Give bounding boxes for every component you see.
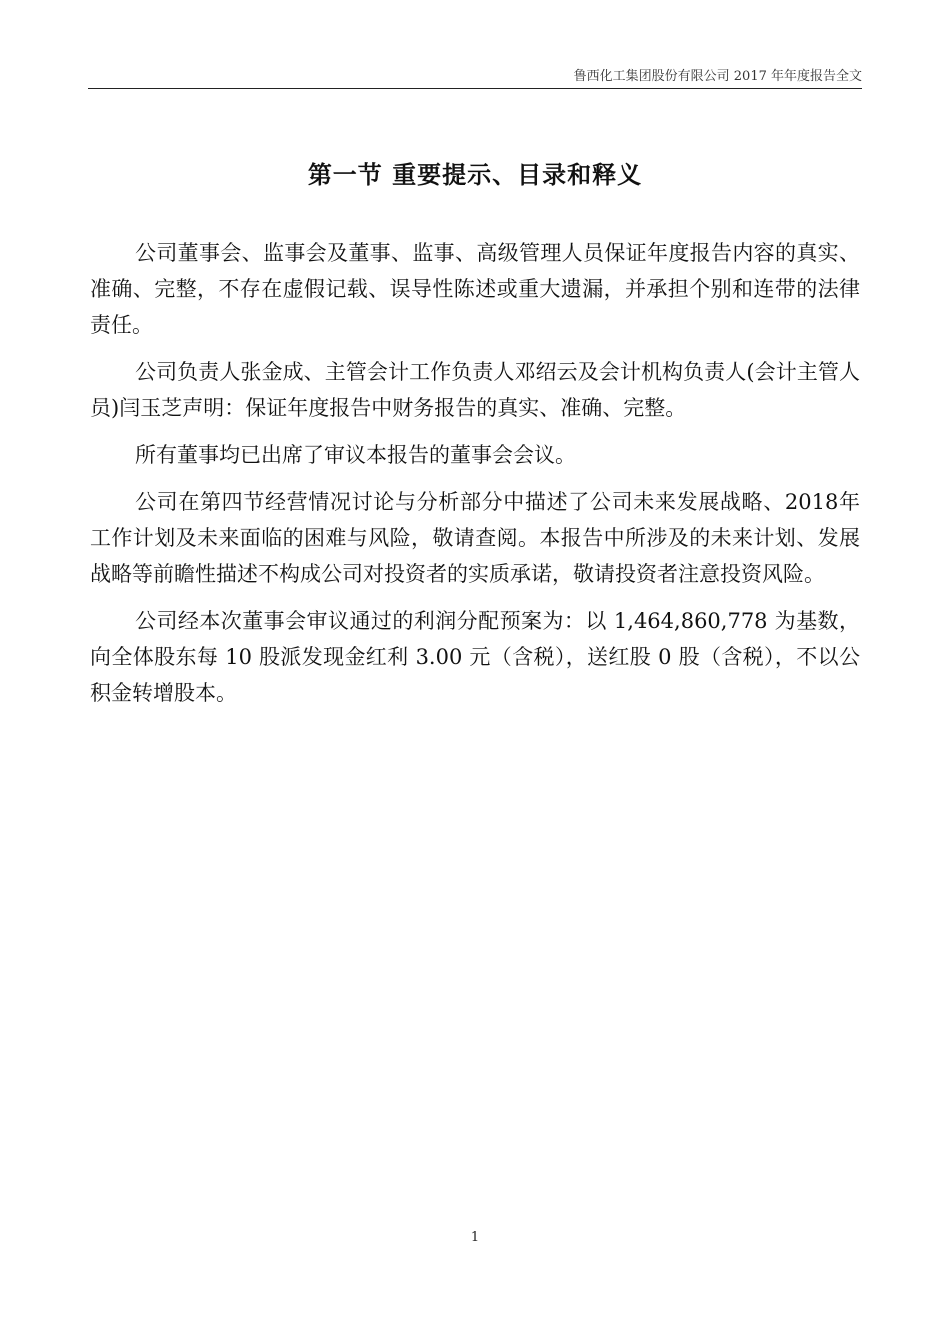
paragraph-board-attendance: 所有董事均已出席了审议本报告的董事会会议。 (135, 443, 576, 467)
section-title: 第一节 重要提示、目录和释义 (307, 161, 643, 189)
body-text (90, 235, 860, 722)
paragraph-responsibility-statement: 公司董事会、监事会及董事、监事、高级管理人员保证年度报告内容的真实、准确、完整，不存在虚假记载、误导性陈述或重大遗漏，并承担个别和连带的法律责任。 (90, 241, 860, 337)
paragraph-risk-notice: 公司在第四节经营情况讨论与分析部分中描述了公司未来发展战略、2018年工作计划及未来面临的困难与风险，敬请查阅。本报告中所涉及的未来计划、发展战略等前瞻性描述不构成公司对投资者的实质承诺，敬请投资者注意投资风险。 (90, 490, 860, 586)
page-header (88, 66, 862, 89)
paragraph-profit-distribution: 公司经本次董事会审议通过的利润分配预案为：以 1,464,860,778 为基数，向全体股东每 10 股派发现金红利 3.00 元（含税），送红股 0 股（含税），不以公积金转增股本。 (90, 609, 860, 705)
paragraph-financial-statement-declaration: 公司负责人张金成、主管会计工作负责人邓绍云及会计机构负责人(会计主管人员)闫玉芝声明：保证年度报告中财务报告的真实、准确、完整。 (90, 360, 860, 420)
page-number: 1 (470, 1230, 480, 1245)
header-title: 鲁西化工集团股份有限公司 2017 年年度报告全文 (573, 69, 862, 84)
